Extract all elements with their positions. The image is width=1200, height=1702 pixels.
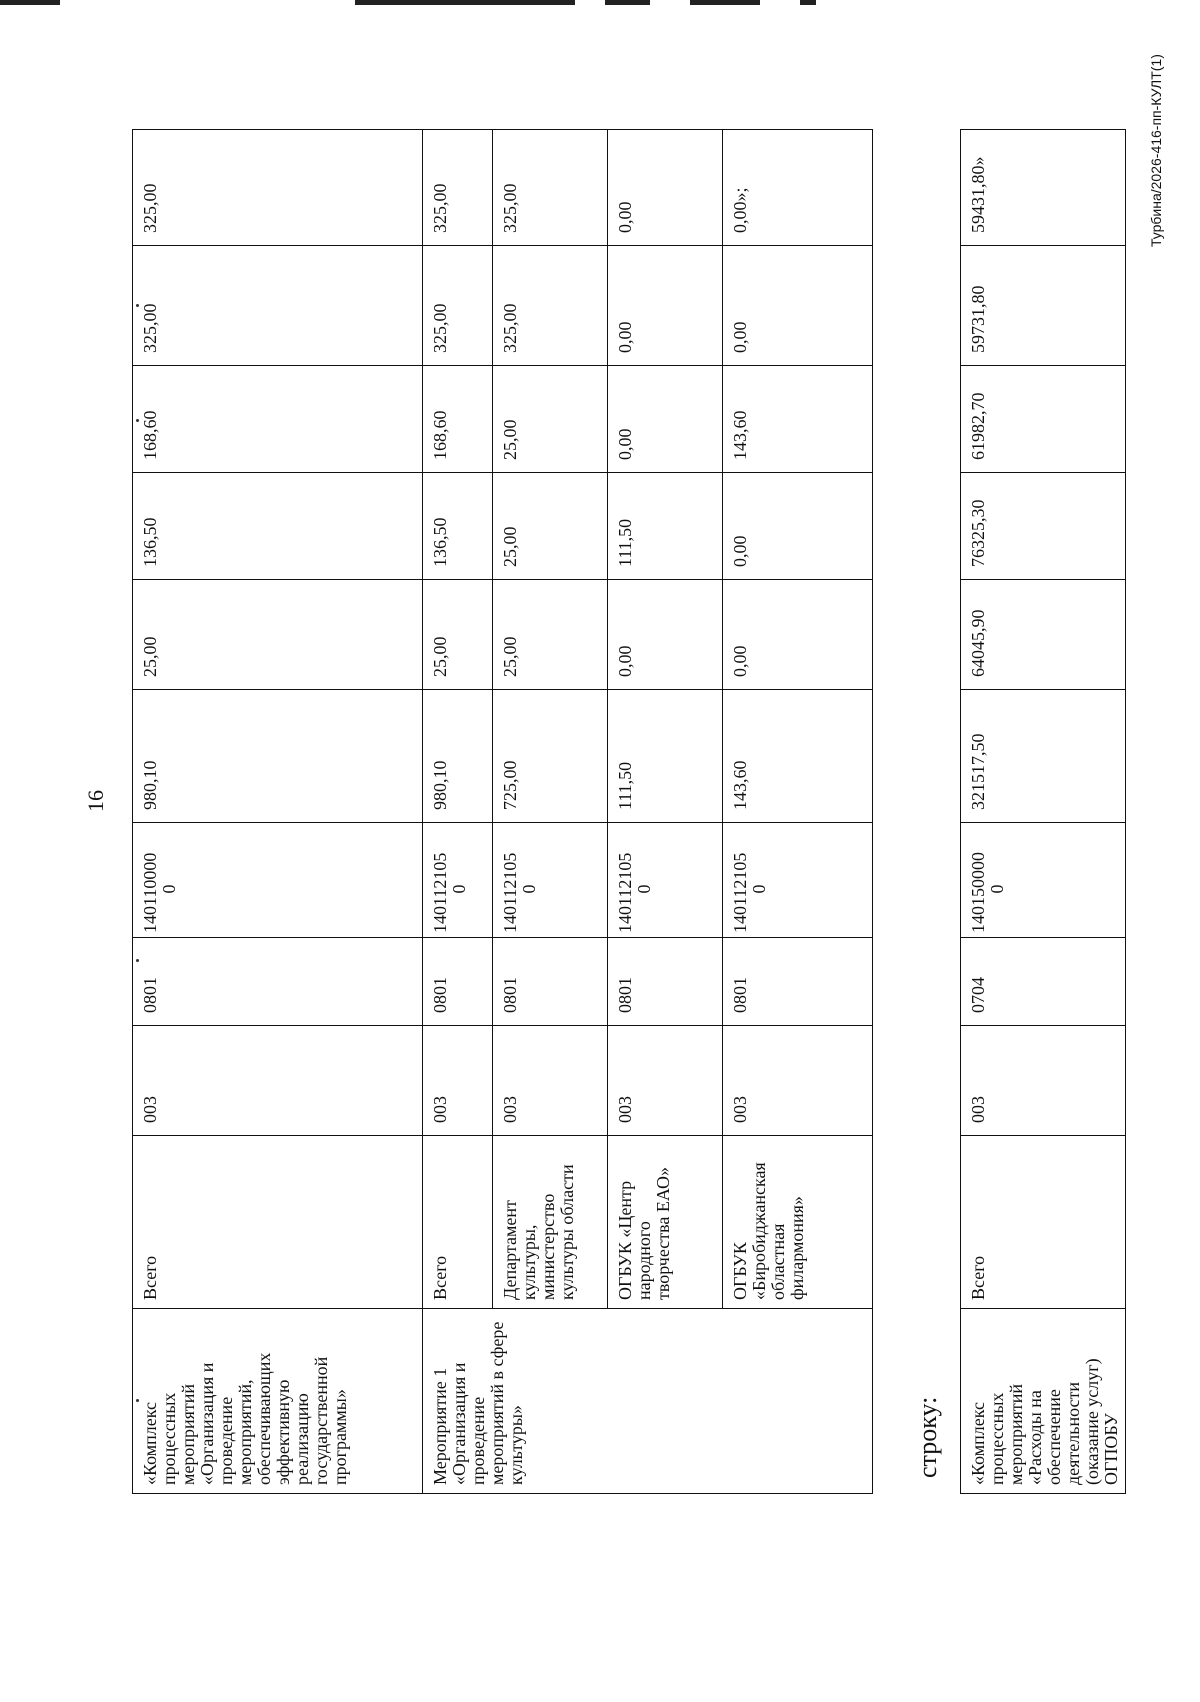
table-row [723,130,873,1494]
year-value: 64045,90 [961,580,1126,690]
total-value: 725,00 [493,690,608,823]
executor: ОГБУК «Биробиджанская областная филармония» [723,1136,873,1309]
year-value: 136,50 [423,473,493,580]
year-value: 76325,30 [961,473,1126,580]
table-row [133,130,423,1494]
table-row [961,130,1126,1494]
year-value: 325,00 [423,246,493,366]
year-value: 59731,80 [961,246,1126,366]
csr-code: 140112105 0 [493,823,608,938]
year-value: 325,00 [493,246,608,366]
year-value: 325,00 [423,130,493,246]
year-value: 25,00 [493,366,608,473]
executor: ОГБУК «Центр народного творчества ЕАО» [608,1136,723,1309]
year-value: 0,00 [723,580,873,690]
rzpr-code: 0801 [723,938,873,1026]
year-value: 61982,70 [961,366,1126,473]
grbs-code: 003 [608,1026,723,1136]
measure-name: «Комплекс процессных мероприятий «Организация и проведение мероприятий, обеспечивающих эффективную реализацию государственной программы» [133,1309,423,1494]
grbs-code: 003 [133,1026,423,1136]
csr-code: 140110000 0 [133,823,423,938]
rzpr-code: 0704 [961,938,1126,1026]
year-value: 136,50 [133,473,423,580]
executor: Всего [961,1136,1126,1309]
year-value: 0,00 [608,130,723,246]
year-value: 0,00 [608,580,723,690]
year-value: 0,00»; [723,130,873,246]
year-value: 0,00 [608,246,723,366]
csr-code: 140150000 0 [961,823,1126,938]
year-value: 143,60 [723,366,873,473]
year-value: 0,00 [723,473,873,580]
year-value: 59431,80» [961,130,1126,246]
total-value: 143,60 [723,690,873,823]
rzpr-code: 0801 [423,938,493,1026]
rzpr-code: 0801 [133,938,423,1026]
rzpr-code: 0801 [493,938,608,1026]
year-value: 25,00 [423,580,493,690]
table-row [493,130,608,1494]
rzpr-code: 0801 [608,938,723,1026]
executor: Департамент культуры, министерство культуры области [493,1136,608,1309]
total-value: 980,10 [423,690,493,823]
year-value: 325,00 [133,246,423,366]
year-value: 0,00 [723,246,873,366]
measure-name: «Комплекс процессных мероприятий «Расходы на обеспечение деятельности (оказание услуг) ОГПОБУ [961,1309,1126,1494]
year-value: 25,00 [133,580,423,690]
executor: Всего [133,1136,423,1309]
csr-code: 140112105 0 [608,823,723,938]
csr-code: 140112105 0 [723,823,873,938]
csr-code: 140112105 0 [423,823,493,938]
document-code: Турбина/2026-416-пп-КУЛТ(1) [1148,54,1164,247]
year-value: 25,00 [493,580,608,690]
table-row [423,130,493,1494]
total-value: 980,10 [133,690,423,823]
year-value: 0,00 [608,366,723,473]
measure-name: Мероприятие 1 «Организация и проведение мероприятий в сфере культуры» [423,1309,873,1494]
grbs-code: 003 [723,1026,873,1136]
funding-table-replacement-row [960,129,1126,1494]
year-value: 111,50 [608,473,723,580]
total-value: 321517,50 [961,690,1126,823]
grbs-code: 003 [493,1026,608,1136]
year-value: 168,60 [423,366,493,473]
year-value: 168,60 [133,366,423,473]
grbs-code: 003 [423,1026,493,1136]
funding-table [132,129,873,1494]
year-value: 325,00 [493,130,608,246]
executor: Всего [423,1136,493,1309]
total-value: 111,50 [608,690,723,823]
grbs-code: 003 [961,1026,1126,1136]
year-value: 25,00 [493,473,608,580]
table-row [608,130,723,1494]
year-value: 325,00 [133,130,423,246]
section-label: строку: [913,1396,942,1478]
page-number: 16 [83,790,108,812]
